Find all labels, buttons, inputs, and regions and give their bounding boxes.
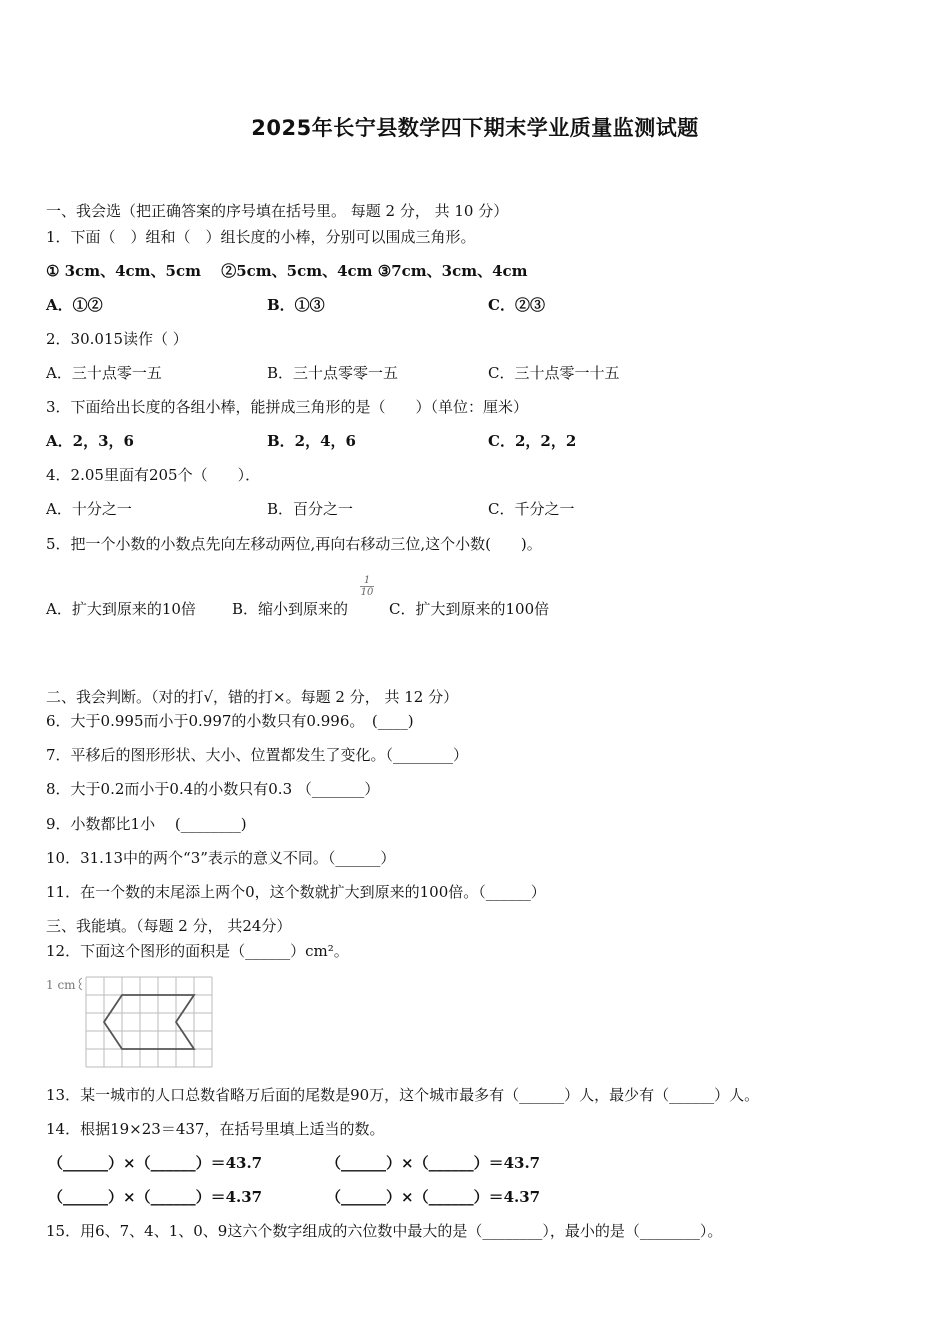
fraction-numerator: 1	[360, 575, 374, 587]
question-10: 10．31.13中的两个“3”表示的意义不同。（______）	[46, 849, 396, 867]
unit-brace-icon	[79, 978, 82, 990]
question-11: 11．在一个数的末尾添上两个0，这个数就扩大到原来的100倍。（______）	[46, 883, 546, 901]
question-1-option-a: A．①②	[46, 296, 103, 314]
question-6: 6．大于0.995而小于0.997的小数只有0.996。 (____)	[46, 712, 414, 730]
fraction-denominator: 10	[360, 587, 374, 598]
question-15: 15．用6、7、4、1、0、9这六个数字组成的六位数中最大的是（________），最小的是（________）。	[46, 1222, 723, 1240]
question-12: 12．下面这个图形的面积是（______）cm²。	[46, 942, 349, 960]
question-1-option-c: C．②③	[488, 296, 545, 314]
question-3-option-c: C．2，2，2	[488, 432, 577, 450]
question-1-stem: 1．下面（ ）组和（ ）组长度的小棒，分别可以围成三角形。	[46, 228, 476, 246]
question-2-stem: 2．30.015读作（ ）	[46, 330, 188, 348]
question-2-option-b: B．三十点零零一五	[267, 364, 399, 382]
question-4-option-a: A．十分之一	[46, 500, 132, 518]
question-4-option-c: C．千分之一	[488, 500, 575, 518]
question-5-option-a: A．扩大到原来的10倍	[46, 600, 196, 618]
question-3-option-b: B．2，4，6	[267, 432, 356, 450]
question-4-option-b: B．百分之一	[267, 500, 354, 518]
question-7: 7．平移后的图形形状、大小、位置都发生了变化。（________）	[46, 746, 469, 764]
question-2-option-a: A．三十点零一五	[46, 364, 162, 382]
question-1-option-b: B．①③	[267, 296, 325, 314]
question-8: 8．大于0.2而小于0.4的小数只有0.3 （_______）	[46, 780, 380, 798]
area-grid-figure	[46, 972, 221, 1076]
question-14-stem: 14．根据19×23＝437，在括号里填上适当的数。	[46, 1120, 385, 1138]
question-4-stem: 4．2.05里面有205个（ ）．	[46, 466, 261, 484]
question-13: 13．某一城市的人口总数省略万后面的尾数是90万，这个城市最多有（______）人，最少有（______）人。	[46, 1086, 760, 1104]
question-5-stem: 5．把一个小数的小数点先向左移动两位,再向右移动三位,这个小数( )。	[46, 535, 542, 553]
question-1-sets: ① 3cm、4cm、5cm ②5cm、5cm、4cm ③7cm、3cm、4cm	[46, 262, 528, 280]
page-title: 2025年长宁县数学四下期末学业质量监测试题	[251, 116, 699, 140]
question-5-option-b: B．缩小到原来的	[232, 600, 349, 618]
fraction-one-tenth	[360, 575, 374, 598]
question-9: 9．小数都比1小 (________)	[46, 815, 247, 833]
question-3-option-a: A．2，3，6	[46, 432, 134, 450]
area-grid-svg	[46, 972, 221, 1072]
section-3-heading: 三、我能填。（每题 2 分， 共24分）	[46, 917, 292, 935]
question-14-row2-right: （______）×（______）＝4.37	[326, 1188, 541, 1206]
question-14-row2-left: （______）×（______）＝4.37	[48, 1188, 263, 1206]
grid-unit-label: 1 cm	[46, 978, 76, 992]
section-1-heading: 一、我会选（把正确答案的序号填在括号里。 每题 2 分， 共 10 分）	[46, 202, 509, 220]
arrow-shape-polygon	[104, 995, 194, 1049]
question-14-row1-right: （______）×（______）＝43.7	[326, 1154, 541, 1172]
question-5-option-c: C．扩大到原来的100倍	[389, 600, 550, 618]
question-14-row1-left: （______）×（______）＝43.7	[48, 1154, 263, 1172]
question-3-stem: 3．下面给出长度的各组小棒，能拼成三角形的是（ ）（单位：厘米）	[46, 398, 529, 416]
question-2-option-c: C．三十点零一十五	[488, 364, 620, 382]
section-2-heading: 二、我会判断。（对的打√，错的打×。每题 2 分， 共 12 分）	[46, 688, 459, 706]
